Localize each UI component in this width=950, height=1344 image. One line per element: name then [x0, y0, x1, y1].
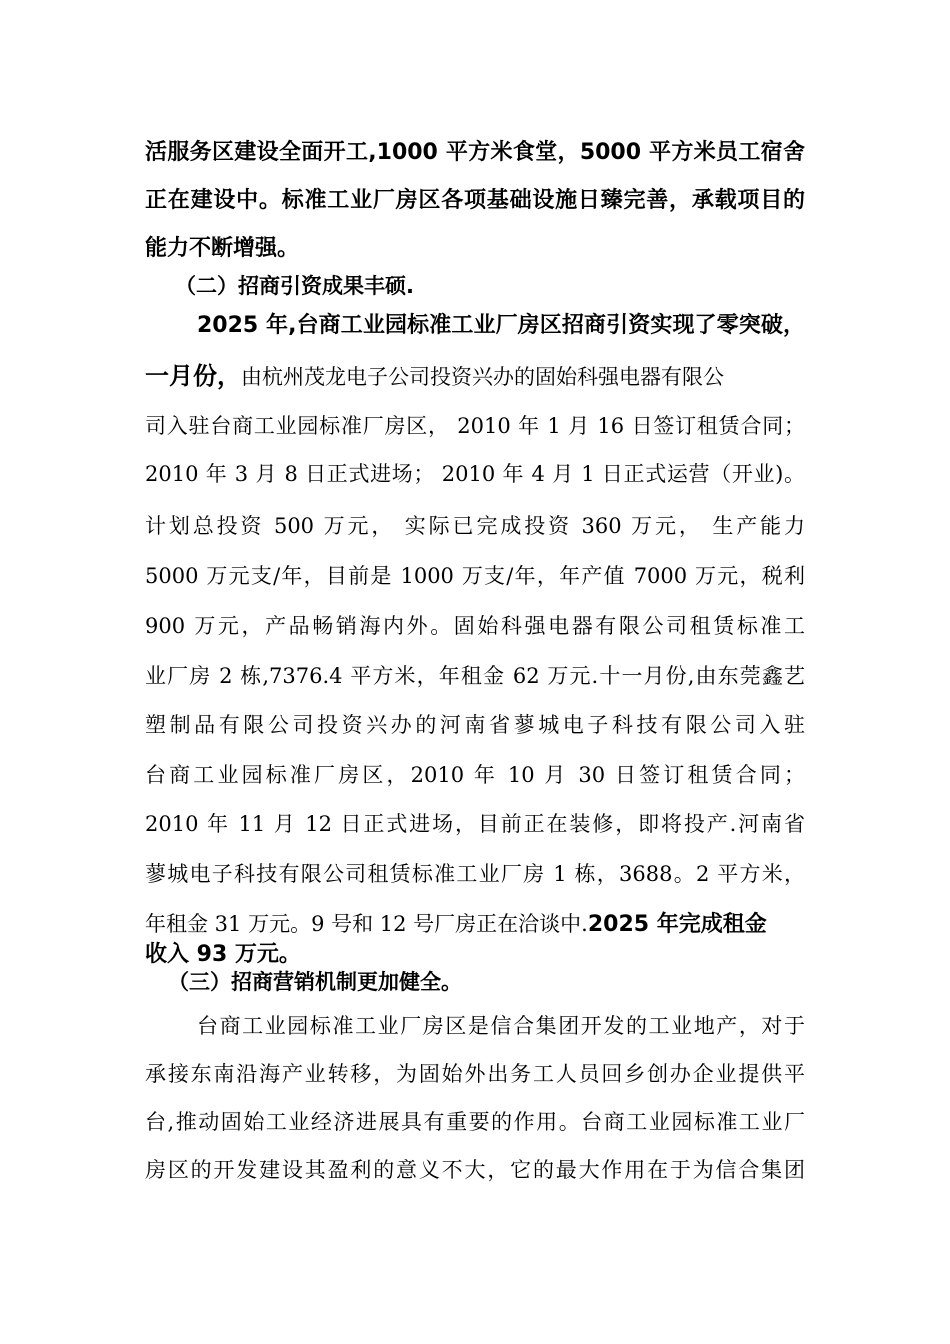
paragraph-2-line-14: 收入 93 万元。	[145, 942, 301, 967]
paragraph-2-line-4: 2010 年 3 月 8 日正式进场； 2010 年 4 月 1 日正式运营（开业)。	[145, 462, 805, 486]
paragraph-2-line-11: 2010 年 11 月 12 日正式进场，目前正在装修，即将投产.河南省	[145, 812, 805, 836]
paragraph-2-line-1: 2025 年,台商工业园标准工业厂房区招商引资实现了零突破，	[197, 313, 805, 338]
paragraph-2-line-10: 台商工业园标准厂房区，2010 年 10 月 30 日签订租赁合同；	[145, 763, 805, 787]
paragraph-2-line-2	[145, 362, 805, 392]
section-heading-3: （三）招商营销机制更加健全。	[168, 970, 462, 994]
paragraph-2-line-2-rest: 由杭州茂龙电子公司投资兴办的固始科强电器有限公	[241, 365, 724, 389]
paragraph-2-line-13-bold: 2025 年完成租金	[587, 912, 767, 937]
section-heading-2: （二）招商引资成果丰硕.	[175, 274, 414, 298]
paragraph-1-line-3: 能力不断增强。	[145, 236, 300, 261]
paragraph-2-line-8: 业厂房 2 栋,7376.4 平方米，年租金 62 万元.十一月份,由东莞鑫艺	[145, 664, 805, 688]
paragraph-2-line-6: 5000 万元支/年，目前是 1000 万支/年，年产值 7000 万元，税利	[145, 564, 805, 588]
paragraph-3-line-3: 台,推动固始工业经济进展具有重要的作用。台商工业园标准工业厂	[145, 1110, 805, 1134]
paragraph-2-line-13	[145, 910, 805, 939]
paragraph-2-line-7: 900 万元，产品畅销海内外。固始科强电器有限公司租赁标准工	[145, 614, 805, 638]
paragraph-2-line-12: 蓼城电子科技有限公司租赁标准工业厂房 1 栋，3688。2 平方米，	[145, 862, 805, 886]
paragraph-2-line-13-rest: 年租金 31 万元。9 号和 12 号厂房正在洽谈中.	[145, 912, 588, 936]
paragraph-1-line-2: 正在建设中。标准工业厂房区各项基础设施日臻完善，承载项目的	[145, 188, 805, 213]
paragraph-2-line-2-lead: 一月份，	[145, 362, 241, 390]
paragraph-3-line-4: 房区的开发建设其盈利的意义不大，它的最大作用在于为信合集团	[145, 1158, 805, 1182]
paragraph-2-line-5: 计划总投资 500 万元， 实际已完成投资 360 万元， 生产能力	[145, 514, 805, 538]
paragraph-1-line-1: 活服务区建设全面开工,1000 平方米食堂，5000 平方米员工宿舍	[145, 140, 805, 165]
paragraph-3-line-2: 承接东南沿海产业转移，为固始外出务工人员回乡创办企业提供平	[145, 1062, 805, 1086]
paragraph-2-line-9: 塑制品有限公司投资兴办的河南省蓼城电子科技有限公司入驻	[145, 713, 805, 737]
paragraph-2-line-3: 司入驻台商工业园标准厂房区， 2010 年 1 月 16 日签订租赁合同；	[145, 414, 805, 438]
paragraph-3-line-1: 台商工业园标准工业厂房区是信合集团开发的工业地产，对于	[197, 1014, 805, 1038]
